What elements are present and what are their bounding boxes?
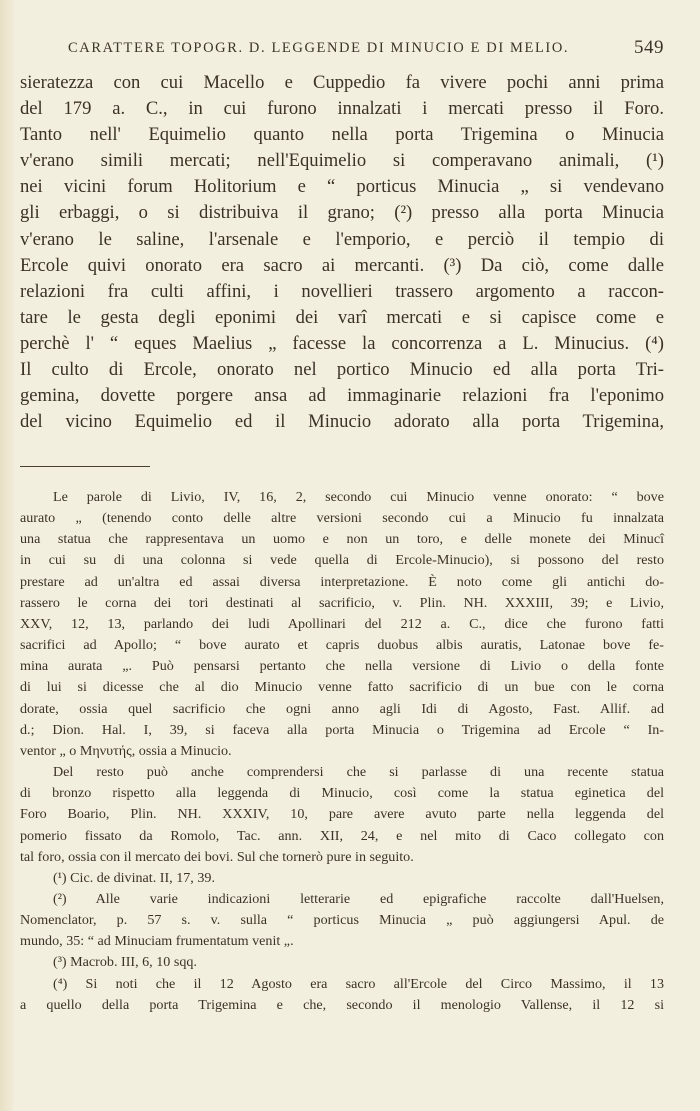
main-line: v'erano simili mercati; nell'Equimelio si comperavano animali, (¹) xyxy=(20,150,664,172)
main-line: gli erbaggi, o si distribuiva il grano; (²) presso alla porta Minucia xyxy=(20,202,664,224)
footnote-line: una statua che rappresentava un uomo e non un toro, e delle monete dei Minucî xyxy=(20,531,664,548)
footnote-line: d.; Dion. Hal. I, 39, si faceva alla porta Minucia o Trigemina ad Ercole “ In- xyxy=(20,721,664,738)
page-binding-edge xyxy=(0,0,14,1111)
main-line: Ercole quivi onorato era sacro ai mercanti. (³) Da ciò, come dalle xyxy=(20,254,664,276)
main-line: sieratezza con cui Macello e Cuppedio fa vivere pochi anni prima xyxy=(20,72,664,93)
footnote-line: (²) Alle varie indicazioni letterarie ed epigrafiche raccolte dall'Huelsen, xyxy=(53,890,664,907)
main-text xyxy=(20,70,664,435)
footnote-line: dorate, ossia quel sacrificio che ogni anno agli Idi di Agosto, Fast. Allif. ad xyxy=(20,700,664,717)
main-line: perchè l' “ eques Maelius „ facesse la concorrenza a L. Minucius. (⁴) xyxy=(20,332,664,354)
footnote-line: (³) Macrob. III, 6, 10 sqq. xyxy=(53,954,197,971)
footnote-line: mundo, 35: “ ad Minuciam frumentatum venit „. xyxy=(20,933,294,950)
main-line: gemina, dovette porgere ansa ad immaginarie relazioni fra l'eponimo xyxy=(20,385,664,407)
footnote-line: XXV, 12, 13, parlando dei ludi Apollinari del 212 a. C., dice che furono fatti xyxy=(20,615,664,632)
footnote-line: (⁴) Si noti che il 12 Agosto era sacro all'Ercole del Circo Massimo, il 13 xyxy=(53,975,664,992)
main-line: nei vicini forum Holitorium e “ porticus Minucia „ si vendevano xyxy=(20,176,664,198)
main-line: Il culto di Ercole, onorato nel portico Minucio ed alla porta Tri- xyxy=(20,359,664,381)
footnote-line: aurato „ (tenendo conto delle altre versioni secondo cui a Minucio fu innalzata xyxy=(20,510,664,527)
footnote-line: mina aurata „. Può pensarsi pertanto che nella versione di Livio o della fonte xyxy=(20,658,664,675)
main-line: del vicino Equimelio ed il Minucio adorato alla porta Trigemina, xyxy=(20,411,664,433)
footnote-line: Foro Boario, Plin. NH. XXXIV, 10, pare avere avuto parte nella leggenda del xyxy=(20,806,664,823)
main-line: tare le gesta degli eponimi dei varî mercati e si capisce come e xyxy=(20,306,664,328)
running-header xyxy=(34,36,674,58)
footnote-line: rassero le corna dei tori destinati al sacrificio, v. Plin. NH. XXXIII, 39; e Livio, xyxy=(20,594,664,611)
running-title: CARATTERE TOPOGR. D. LEGGENDE DI MINUCIO E DI MELIO. xyxy=(68,40,570,56)
page-number: 549 xyxy=(634,37,664,58)
main-line: relazioni fra culti affini, i novellieri trassero argomento a raccon- xyxy=(20,280,664,302)
footnote-line: ventor „ o Μηνυτής, ossia a Minucio. xyxy=(20,742,232,759)
main-line: v'erano le saline, l'arsenale e l'emporio, e perciò il tempio di xyxy=(20,228,664,250)
footnotes xyxy=(20,487,664,1016)
main-line: del 179 a. C., in cui furono innalzati i mercati presso il Foro. xyxy=(20,98,664,120)
footnote-line: a quello della porta Trigemina e che, secondo il menologio Vallense, il 12 si xyxy=(20,996,664,1013)
footnote-line: (¹) Cic. de divinat. II, 17, 39. xyxy=(53,869,215,886)
footnote-line: sacrifici ad Apollo; “ bove aurato et capris duobus albis auratis, Latonae bove fe- xyxy=(20,637,664,654)
main-line: Tanto nell' Equimelio quanto nella porta Trigemina o Minucia xyxy=(20,124,664,146)
footnote-line: prestare ad un'altra ed assai diversa interpretazione. È noto come gli antichi do- xyxy=(20,573,664,590)
footnote-line: tal foro, ossia con il mercato dei bovi. Sul che tornerò pure in seguito. xyxy=(20,848,414,865)
footnote-separator xyxy=(20,466,150,467)
footnote-line: Nomenclator, p. 57 s. v. sulla “ porticus Minucia „ può aggiungersi Apul. de xyxy=(20,912,664,929)
footnote-line: di bronzo rispetto alla leggenda di Minucio, così come la statua eginetica del xyxy=(20,785,664,802)
footnote-line: Del resto può anche comprendersi che si parlasse di una recente statua xyxy=(53,764,664,781)
footnote-line: in cui su di una colonna si vede quella di Ercole-Minucio), si possono del resto xyxy=(20,552,664,569)
footnote-line: Le parole di Livio, IV, 16, 2, secondo cui Minucio venne onorato: “ bove xyxy=(53,489,664,505)
footnote-line: pomerio fissato da Romolo, Tac. ann. XII, 24, e nel mito di Caco collegato con xyxy=(20,827,664,844)
footnote-line: di lui si dicesse che al dio Minucio venne fatto sacrificio di un bue con le corna xyxy=(20,679,664,696)
